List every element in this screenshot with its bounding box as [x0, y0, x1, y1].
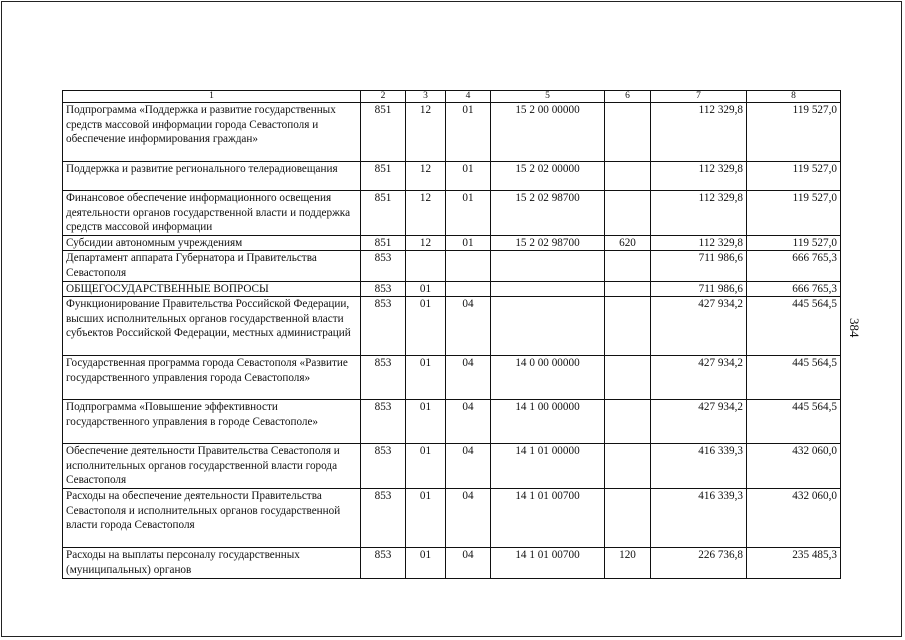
row-value-cell: 01	[406, 297, 446, 356]
header-cell: 6	[605, 91, 651, 103]
row-name-cell: Обеспечение деятельности Правительства Севастополя и исполнительных органов государственной власти города Севастополя	[63, 444, 361, 489]
row-value-cell: 119 527,0	[747, 191, 841, 236]
row-value-cell: 01	[406, 356, 446, 400]
row-value-cell: 12	[406, 191, 446, 236]
row-value-cell: 853	[361, 356, 406, 400]
row-value-cell: 112 329,8	[651, 235, 747, 251]
header-cell: 7	[651, 91, 747, 103]
row-value-cell	[605, 103, 651, 162]
row-value-cell: 853	[361, 297, 406, 356]
row-value-cell: 01	[406, 547, 446, 578]
row-value-cell: 14 1 01 00700	[491, 488, 605, 547]
row-value-cell: 15 2 02 00000	[491, 162, 605, 191]
row-value-cell: 853	[361, 281, 406, 297]
row-value-cell: 04	[446, 400, 491, 444]
row-value-cell: 01	[406, 488, 446, 547]
row-value-cell	[605, 400, 651, 444]
row-value-cell	[491, 251, 605, 281]
row-value-cell: 416 339,3	[651, 488, 747, 547]
header-cell: 1	[63, 91, 361, 103]
row-value-cell: 04	[446, 547, 491, 578]
row-value-cell: 432 060,0	[747, 444, 841, 489]
table-row	[63, 547, 841, 578]
header-cell: 2	[361, 91, 406, 103]
header-row	[63, 91, 841, 103]
row-value-cell: 445 564,5	[747, 297, 841, 356]
row-value-cell: 432 060,0	[747, 488, 841, 547]
header-cell: 5	[491, 91, 605, 103]
row-value-cell: 14 0 00 00000	[491, 356, 605, 400]
row-value-cell: 14 1 00 00000	[491, 400, 605, 444]
table-row	[63, 191, 841, 236]
header-cell: 4	[446, 91, 491, 103]
table-row	[63, 281, 841, 297]
row-value-cell: 112 329,8	[651, 162, 747, 191]
row-value-cell: 851	[361, 191, 406, 236]
row-value-cell: 12	[406, 235, 446, 251]
row-value-cell: 01	[406, 281, 446, 297]
budget-table	[62, 90, 841, 579]
row-value-cell: 15 2 02 98700	[491, 191, 605, 236]
row-name-cell: Финансовое обеспечение информационного освещения деятельности органов государственной власти и поддержка средств массовой информации	[63, 191, 361, 236]
row-name-cell: ОБЩЕГОСУДАРСТВЕННЫЕ ВОПРОСЫ	[63, 281, 361, 297]
row-value-cell: 04	[446, 488, 491, 547]
row-value-cell: 15 2 00 00000	[491, 103, 605, 162]
row-value-cell	[446, 281, 491, 297]
row-value-cell	[491, 297, 605, 356]
table-row	[63, 235, 841, 251]
row-value-cell: 427 934,2	[651, 356, 747, 400]
table-row	[63, 444, 841, 489]
table-row	[63, 162, 841, 191]
row-value-cell: 119 527,0	[747, 103, 841, 162]
row-value-cell: 445 564,5	[747, 400, 841, 444]
row-value-cell: 01	[446, 162, 491, 191]
row-value-cell	[605, 297, 651, 356]
row-value-cell: 120	[605, 547, 651, 578]
table-row	[63, 356, 841, 400]
row-value-cell	[605, 444, 651, 489]
row-value-cell: 14 1 01 00700	[491, 547, 605, 578]
row-value-cell: 445 564,5	[747, 356, 841, 400]
row-value-cell: 235 485,3	[747, 547, 841, 578]
row-value-cell	[605, 251, 651, 281]
row-value-cell: 14 1 01 00000	[491, 444, 605, 489]
row-value-cell: 119 527,0	[747, 235, 841, 251]
row-value-cell: 01	[446, 235, 491, 251]
row-value-cell	[446, 251, 491, 281]
row-name-cell: Субсидии автономным учреждениям	[63, 235, 361, 251]
row-value-cell: 853	[361, 488, 406, 547]
row-name-cell: Департамент аппарата Губернатора и Правительства Севастополя	[63, 251, 361, 281]
row-name-cell: Расходы на обеспечение деятельности Правительства Севастополя и исполнительных органов государственной власти города Севастополя	[63, 488, 361, 547]
row-name-cell: Расходы на выплаты персоналу государственных (муниципальных) органов	[63, 547, 361, 578]
row-value-cell	[605, 488, 651, 547]
row-value-cell	[605, 162, 651, 191]
row-name-cell: Функционирование Правительства Российской Федерации, высших исполнительных органов государственной власти субъектов Российской Федерации, местных администраций	[63, 297, 361, 356]
table-row	[63, 297, 841, 356]
row-value-cell: 853	[361, 444, 406, 489]
row-value-cell: 427 934,2	[651, 400, 747, 444]
row-value-cell	[406, 251, 446, 281]
row-value-cell	[605, 356, 651, 400]
row-value-cell	[491, 281, 605, 297]
row-value-cell: 666 765,3	[747, 251, 841, 281]
row-value-cell: 851	[361, 235, 406, 251]
row-value-cell: 620	[605, 235, 651, 251]
row-value-cell: 119 527,0	[747, 162, 841, 191]
table-row	[63, 400, 841, 444]
row-value-cell: 853	[361, 251, 406, 281]
header-cell: 8	[747, 91, 841, 103]
row-value-cell: 04	[446, 356, 491, 400]
row-value-cell: 01	[406, 444, 446, 489]
row-name-cell: Подпрограмма «Поддержка и развитие государственных средств массовой информации города Севастополя и обеспечение информирования граждан»	[63, 103, 361, 162]
row-value-cell: 711 986,6	[651, 251, 747, 281]
table-row	[63, 488, 841, 547]
table-row	[63, 251, 841, 281]
row-value-cell	[605, 191, 651, 236]
row-value-cell: 12	[406, 162, 446, 191]
row-value-cell: 01	[446, 103, 491, 162]
table-row	[63, 103, 841, 162]
row-value-cell: 15 2 02 98700	[491, 235, 605, 251]
row-value-cell: 04	[446, 444, 491, 489]
row-value-cell: 853	[361, 400, 406, 444]
row-value-cell: 226 736,8	[651, 547, 747, 578]
row-value-cell: 01	[446, 191, 491, 236]
page-number: 384	[847, 318, 862, 338]
row-value-cell: 853	[361, 547, 406, 578]
row-value-cell: 851	[361, 162, 406, 191]
row-name-cell: Поддержка и развитие регионального телерадиовещания	[63, 162, 361, 191]
row-value-cell: 416 339,3	[651, 444, 747, 489]
row-value-cell: 112 329,8	[651, 191, 747, 236]
row-value-cell: 01	[406, 400, 446, 444]
row-name-cell: Государственная программа города Севастополя «Развитие государственного управления города Севастополя»	[63, 356, 361, 400]
row-value-cell	[605, 281, 651, 297]
row-name-cell: Подпрограмма «Повышение эффективности государственного управления в городе Севастополе»	[63, 400, 361, 444]
row-value-cell: 666 765,3	[747, 281, 841, 297]
row-value-cell: 12	[406, 103, 446, 162]
row-value-cell: 112 329,8	[651, 103, 747, 162]
header-cell: 3	[406, 91, 446, 103]
row-value-cell: 04	[446, 297, 491, 356]
row-value-cell: 711 986,6	[651, 281, 747, 297]
row-value-cell: 851	[361, 103, 406, 162]
row-value-cell: 427 934,2	[651, 297, 747, 356]
